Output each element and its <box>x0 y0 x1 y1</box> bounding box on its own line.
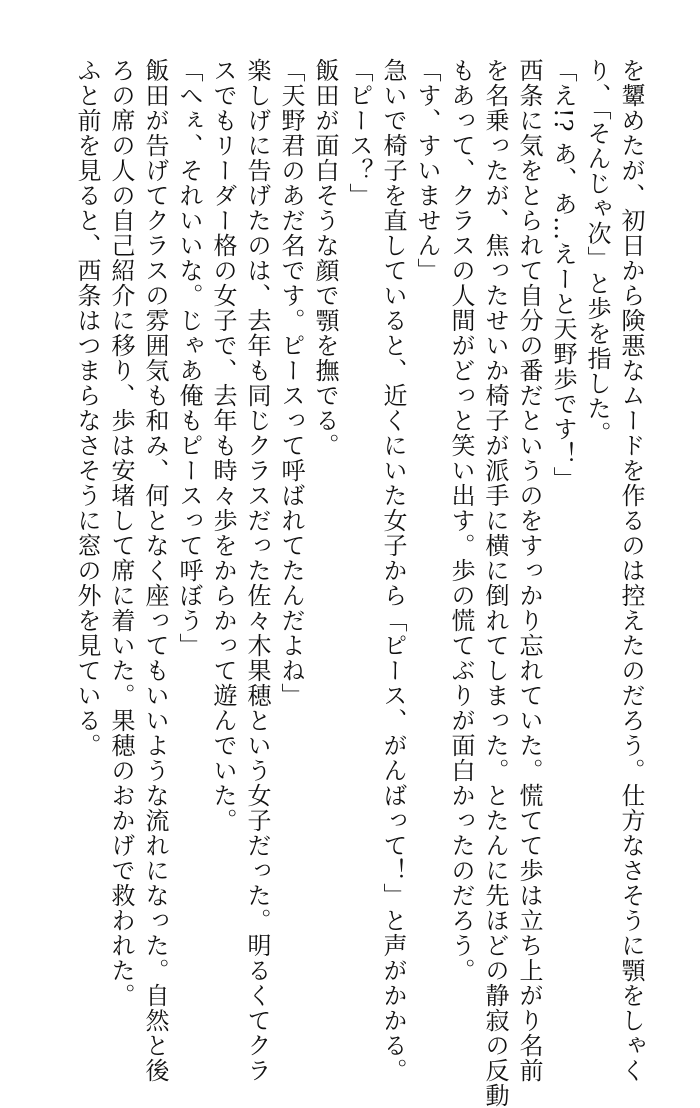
text-line: もあって、クラスの人間がどっと笑い出す。歩の慌てぶりが面白かったのだろう。 <box>447 58 475 983</box>
text-line: り、「そんじゃ次」と歩を指した。 <box>583 58 611 446</box>
text-line: ろの席の人の自己紹介に移り、歩は安堵して席に着いた。果穂のおかげで救われた。 <box>107 58 135 1008</box>
text-line: 飯田が面白そうな顔で顎を撫でる。 <box>311 58 339 458</box>
text-line: 「す、すいません」 <box>413 58 441 283</box>
text-line: スでもリーダー格の女子で、去年も時々歩をからかって遊んでいた。 <box>209 58 237 833</box>
text-line: 飯田が告げてクラスの雰囲気も和み、何となく座ってもいいような流れになった。自然と後 <box>141 58 169 1083</box>
vertical-text-body <box>70 58 648 1108</box>
text-line: を顰めたが、初日から険悪なムードを作るのは控えたのだろう。仕方なさそうに顎をしゃく <box>617 58 645 1083</box>
text-line: を名乗ったが、焦ったせいか椅子が派手に横に倒れてしまった。とたんに先ほどの静寂の反動 <box>481 58 509 1108</box>
text-line: 「え!? あ、あ…えーと天野歩です！」 <box>549 58 577 492</box>
text-line: 西条に気をとられて自分の番だというのをすっかり忘れていた。慌てて歩は立ち上がり名前 <box>515 58 543 1083</box>
text-line: 楽しげに告げたのは、去年も同じクラスだった佐々木果穂という女子だった。明るくてクラ <box>243 58 271 1083</box>
text-line: ふと前を見ると、西条はつまらなさそうに窓の外を見ている。 <box>73 58 101 758</box>
text-line: 急いで椅子を直していると、近くにいた女子から「ピース、がんばって！」と声がかかる。 <box>379 58 407 1083</box>
text-line: 「ピース？」 <box>345 58 373 208</box>
text-line: 「へぇ、それいいな。じゃあ俺もピースって呼ぼう」 <box>175 58 203 658</box>
text-line: 「天野君のあだ名です。ピースって呼ばれてたんだよね」 <box>277 58 305 708</box>
